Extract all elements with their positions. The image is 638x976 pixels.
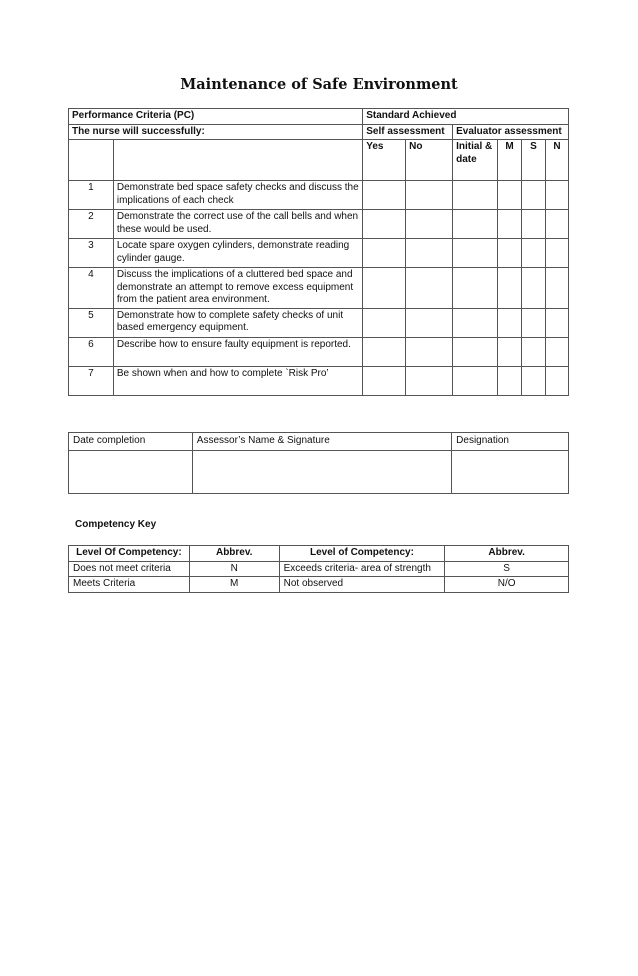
table-row [69,308,569,337]
cell-n[interactable] [545,181,568,210]
col-n: N [545,140,568,181]
designation-field[interactable] [452,450,569,493]
performance-criteria-table [68,108,569,396]
key-level: Does not meet criteria [69,561,190,577]
row-number: 6 [69,337,114,366]
cell-yes[interactable] [363,366,406,395]
competency-key-title: Competency Key [75,519,157,530]
col-s: S [522,140,546,181]
cell-n[interactable] [545,308,568,337]
header-evaluator-assessment: Evaluator assessment [453,124,569,140]
row-criteria: Locate spare oxygen cylinders, demonstrate reading cylinder gauge. [113,239,362,268]
cell-initial[interactable] [453,337,498,366]
cell-n[interactable] [545,210,568,239]
cell-s[interactable] [522,308,546,337]
cell-yes[interactable] [363,337,406,366]
cell-m[interactable] [498,268,522,309]
key-level: Meets Criteria [69,577,190,593]
table-row [69,366,569,395]
cell-no[interactable] [406,210,453,239]
row-criteria: Demonstrate bed space safety checks and discuss the implications of each check [113,181,362,210]
row-criteria: Be shown when and how to complete `Risk Pro’ [113,366,362,395]
cell-yes[interactable] [363,308,406,337]
header-designation: Designation [452,433,569,451]
cell-initial[interactable] [453,181,498,210]
cell-yes[interactable] [363,268,406,309]
cell-yes[interactable] [363,239,406,268]
cell-s[interactable] [522,337,546,366]
cell-yes[interactable] [363,181,406,210]
cell-n[interactable] [545,268,568,309]
cell-initial[interactable] [453,308,498,337]
key-header-level: Level Of Competency: [69,546,190,562]
cell-n[interactable] [545,366,568,395]
row-criteria: Demonstrate the correct use of the call bells and when these would be used. [113,210,362,239]
cell-n[interactable] [545,239,568,268]
cell-s[interactable] [522,268,546,309]
cell-initial[interactable] [453,268,498,309]
cell-yes[interactable] [363,210,406,239]
col-no: No [406,140,453,181]
header-self-assessment: Self assessment [363,124,453,140]
row-criteria: Describe how to ensure faulty equipment is reported. [113,337,362,366]
cell-no[interactable] [406,308,453,337]
table-row [69,561,569,577]
key-header-level: Level of Competency: [279,546,445,562]
table-row [69,577,569,593]
cell-m[interactable] [498,308,522,337]
key-abbrev: S [445,561,569,577]
table-row [69,268,569,309]
cell-no[interactable] [406,181,453,210]
cell-no[interactable] [406,366,453,395]
row-number: 5 [69,308,114,337]
table-row [69,181,569,210]
cell-m[interactable] [498,181,522,210]
blank-cell [113,140,362,181]
cell-no[interactable] [406,239,453,268]
table-row [69,210,569,239]
cell-initial[interactable] [453,239,498,268]
header-date-completion: Date completion [69,433,193,451]
cell-s[interactable] [522,210,546,239]
competency-key-table [68,545,569,593]
page-title: Maintenance of Safe Environment [180,76,458,93]
cell-n[interactable] [545,337,568,366]
key-abbrev: N/O [445,577,569,593]
row-number: 3 [69,239,114,268]
row-number: 2 [69,210,114,239]
key-header-abbrev: Abbrev. [189,546,279,562]
header-performance-criteria: Performance Criteria (PC) [69,109,363,125]
cell-initial[interactable] [453,366,498,395]
cell-no[interactable] [406,337,453,366]
table-row [69,337,569,366]
row-number: 4 [69,268,114,309]
col-initial-date: Initial & date [453,140,498,181]
date-completion-field[interactable] [69,450,193,493]
cell-m[interactable] [498,239,522,268]
col-m: M [498,140,522,181]
row-number: 7 [69,366,114,395]
table-row [69,239,569,268]
cell-initial[interactable] [453,210,498,239]
key-abbrev: N [189,561,279,577]
cell-s[interactable] [522,366,546,395]
cell-s[interactable] [522,181,546,210]
signature-table [68,432,569,494]
blank-cell [69,140,114,181]
cell-s[interactable] [522,239,546,268]
cell-m[interactable] [498,210,522,239]
row-criteria: Discuss the implications of a cluttered bed space and demonstrate an attempt to remove excess equipment from the patient area environment. [113,268,362,309]
row-number: 1 [69,181,114,210]
cell-m[interactable] [498,366,522,395]
header-nurse-will: The nurse will successfully: [69,124,363,140]
cell-no[interactable] [406,268,453,309]
header-standard-achieved: Standard Achieved [363,109,569,125]
key-level: Exceeds criteria- area of strength [279,561,445,577]
key-header-abbrev: Abbrev. [445,546,569,562]
row-criteria: Demonstrate how to complete safety checks of unit based emergency equipment. [113,308,362,337]
key-level: Not observed [279,577,445,593]
assessor-signature-field[interactable] [192,450,451,493]
cell-m[interactable] [498,337,522,366]
col-yes: Yes [363,140,406,181]
header-assessor: Assessor’s Name & Signature [192,433,451,451]
key-abbrev: M [189,577,279,593]
